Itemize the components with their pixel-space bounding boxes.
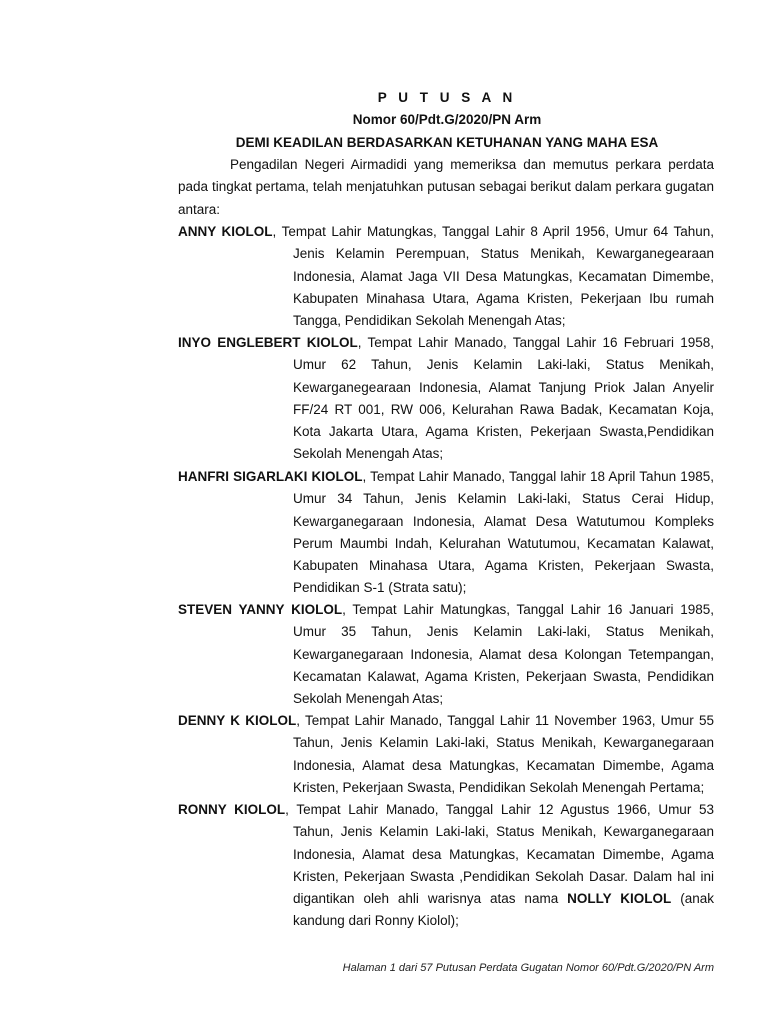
party-details: , Tempat Lahir Matungkas, Tanggal Lahir 8 April 1956, Umur 64 Tahun, Jenis Kelamin Perempuan, Status Menikah, Kewarganegearaan Indonesia, Alamat Jaga VII Desa Matungkas, Kecamatan Dimembe, Kabupaten Minahasa Utara, Agama Kristen, Pekerjaan Ibu rumah Tangga, Pendidikan Sekolah Menengah Atas;: [272, 224, 714, 329]
party-name: ANNY KIOLOL: [178, 224, 273, 239]
party-name: STEVEN YANNY KIOLOL: [178, 602, 343, 617]
party-name: INYO ENGLEBERT KIOLOL: [178, 335, 358, 350]
party-details: , Tempat Lahir Matungkas, Tanggal Lahir 16 Januari 1985, Umur 35 Tahun, Jenis Kelamin Laki-laki, Status Menikah, Kewarganegaraan Indonesia, Alamat desa Kolongan Tetempangan, Kecamatan Kalawat, Agama Kristen, Pekerjaan Swasta, Pendidikan Sekolah Menengah Atas;: [293, 602, 714, 707]
decree-heading: DEMI KEADILAN BERDASARKAN KETUHANAN YANG MAHA ESA: [235, 135, 659, 150]
party-details: , Tempat Lahir Manado, Tanggal lahir 18 April Tahun 1985, Umur 34 Tahun, Jenis Kelamin Laki-laki, Status Cerai Hidup, Kewarganegaraan Indonesia, Alamat Desa Watutumou Kompleks Perum Maumbi Indah, Kelurahan Watutumou, Kecamatan Kalawat, Kabupaten Minahasa Utara, Agama Kristen, Pekerjaan Swasta, Pendidikan S-1 (Strata satu);: [293, 469, 714, 596]
party-entry-1: [178, 221, 714, 332]
party-entry-5: [178, 710, 714, 799]
party-details: , Tempat Lahir Manado, Tanggal Lahir 11 November 1963, Umur 55 Tahun, Jenis Kelamin Laki-laki, Status Menikah, Kewarganegaraan Indonesia, Alamat desa Matungkas, Kecamatan Dimembe, Agama Kristen, Pekerjaan Swasta, Pendidikan Sekolah Menengah Pertama;: [293, 713, 714, 795]
heir-name: NOLLY KIOLOL: [567, 891, 672, 907]
document-title: P U T U S A N: [377, 90, 517, 105]
party-entry-3: [178, 466, 714, 600]
party-entry-2: [178, 332, 714, 466]
case-number: Nomor 60/Pdt.G/2020/PN Arm: [352, 112, 542, 127]
page-footer: Halaman 1 dari 57 Putusan Perdata Gugatan Nomor 60/Pdt.G/2020/PN Arm: [342, 962, 714, 974]
party-details: , Tempat Lahir Manado, Tanggal Lahir 12 Agustus 1966, Umur 53 Tahun, Jenis Kelamin Laki-laki, Status Menikah, Kewarganegaraan Indonesia, Alamat desa Matungkas, Kecamatan Dimembe, Agama Kristen, Pekerjaan Swasta ,Pendidikan Sekolah Dasar. Dalam hal ini digantikan oleh ahli warisnya atas nama: [285, 802, 714, 907]
heir-details: (anak kandung dari Ronny Kiolol);: [293, 891, 714, 929]
party-entry-6: [178, 799, 714, 933]
intro-paragraph: Pengadilan Negeri Airmadidi yang memeriksa dan memutus perkara perdata pada tingkat pertama, telah menjatuhkan putusan sebagai berikut dalam perkara gugatan antara:: [178, 157, 714, 217]
party-name: DENNY K KIOLOL: [178, 713, 297, 728]
party-name: HANFRI SIGARLAKI KIOLOL: [178, 469, 363, 484]
party-details: , Tempat Lahir Manado, Tanggal Lahir 16 Februari 1958, Umur 62 Tahun, Jenis Kelamin Laki-laki, Status Menikah, Kewarganegearaan Indonesia, Alamat Tanjung Priok Jalan Anyelir FF/24 RT 001, RW 006, Kelurahan Rawa Badak, Kecamatan Koja, Kota Jakarta Utara, Agama Kristen, Pekerjaan Swasta,Pendidikan Sekolah Menengah Atas;: [293, 335, 714, 462]
party-entry-4: [178, 599, 714, 710]
party-name: RONNY KIOLOL: [178, 802, 286, 817]
